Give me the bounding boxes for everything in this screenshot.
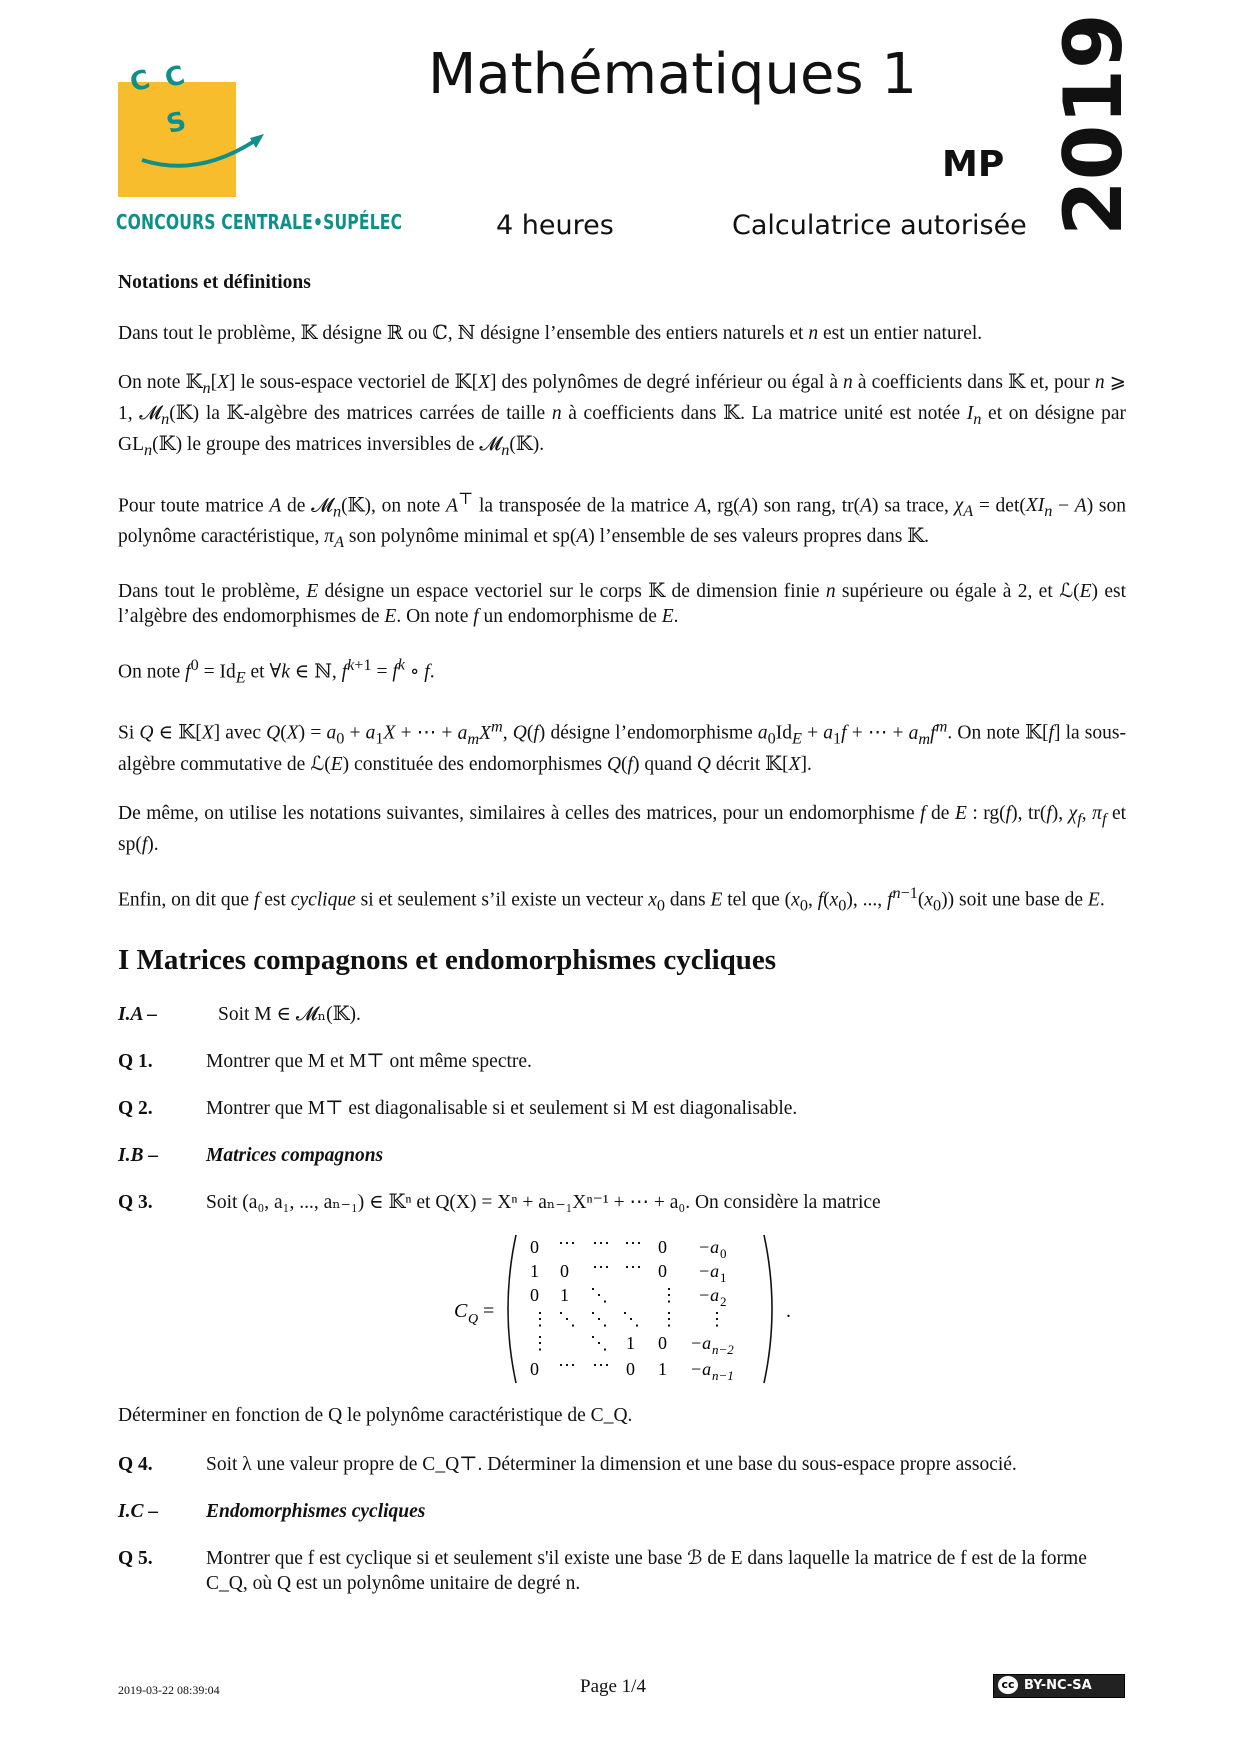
paragraph-8: Enfin, on dit que f est cyclique si et seulement s’il existe un vecteur $x_0$ dans E tel que ($x_0$, $f(x_0)$, ..., $f^{n-1}(x_0)$) soit une base de E. <box>118 883 1105 915</box>
question-text: Soit λ une valeur propre de C_Q⊤. Déterminer la dimension et une base du sous-espace propre associé. <box>206 1454 1017 1476</box>
question-3-followup: Déterminer en fonction de Q le polynôme caractéristique de C_Q. <box>118 1405 633 1427</box>
svg-text:1: 1 <box>658 1359 667 1380</box>
svg-text:0: 0 <box>658 1237 667 1258</box>
subsection-IA <box>118 1002 1126 1027</box>
companion-matrix <box>118 1229 1126 1389</box>
svg-text:n−2: n−2 <box>712 1342 734 1358</box>
svg-text:⋯: ⋯ <box>558 1355 576 1376</box>
question-label: Q 2. <box>118 1098 153 1120</box>
svg-text:−a: −a <box>698 1237 720 1258</box>
duration-label: 4 heures <box>496 210 614 241</box>
question-text: Montrer que f est cyclique si et seulement s'il existe une base ℬ de E dans laquelle la matrice de f est de la forme C_Q, où Q est un polynôme unitaire de degré n. <box>206 1548 1087 1595</box>
logo-caption: CONCOURS CENTRALE•SUPÉLEC <box>116 210 403 234</box>
footer-page: Page 1/4 <box>580 1676 646 1697</box>
svg-text:⋮: ⋮ <box>708 1309 726 1330</box>
svg-text:−a: −a <box>690 1359 712 1380</box>
license-badge[interactable] <box>993 1674 1125 1698</box>
question-label: Q 3. <box>118 1192 153 1214</box>
svg-text:−a: −a <box>698 1261 720 1282</box>
paragraph-5: On note $f^0 = Id_E$ et ∀k ∈ ℕ, $f^{k+1} = f^k$ ∘ f. <box>118 655 435 687</box>
paragraph-6: Si Q ∈ 𝕂[X] avec $Q(X) = a_0 + a_1X$ + ⋯ + $a_mX^m$, Q(f) désigne l’endomorphisme $a_0Id_E + a_1f$ + ⋯ + $a_mf^m$. On note 𝕂[f] la sous-algèbre commutative de ℒ(E) constituée des endomorphismes Q(f) quand Q décrit 𝕂[X]. <box>118 717 1126 775</box>
svg-text:=: = <box>483 1300 495 1323</box>
question-3 <box>118 1190 1126 1215</box>
paragraph-4: Dans tout le problème, E désigne un espace vectoriel sur le corps 𝕂 de dimension finie n supérieure ou égale à 2, et ℒ(E) est l’algèbre des endomorphismes de E. On note f un endomorphisme de E. <box>118 580 1127 627</box>
svg-text:0: 0 <box>530 1285 539 1306</box>
svg-text:⋮: ⋮ <box>531 1333 549 1354</box>
svg-text:1: 1 <box>530 1261 539 1282</box>
svg-text:⋱: ⋱ <box>590 1333 608 1354</box>
paragraph-1: Dans tout le problème, 𝕂 désigne ℝ ou ℂ, ℕ désigne l’ensemble des entiers naturels et n est un entier naturel. <box>118 323 983 344</box>
svg-text:⋯: ⋯ <box>624 1233 642 1254</box>
question-1 <box>118 1049 1126 1074</box>
svg-text:⋮: ⋮ <box>660 1309 678 1330</box>
svg-text:⋯: ⋯ <box>558 1233 576 1254</box>
svg-text:−a: −a <box>690 1333 712 1354</box>
paragraph-3: Pour toute matrice A de 𝓜$_n$(𝕂), on note A⊤ la transposée de la matrice A, rg(A) son rang, tr(A) sa trace, $\chi_A = \det(XI_n - A)$ son polynôme caractéristique, $\pi_A$ son polynôme minimal et sp(A) l’ensemble de ses valeurs propres dans 𝕂. <box>118 489 1126 551</box>
svg-text:C: C <box>454 1300 468 1323</box>
svg-text:C: C <box>126 64 154 99</box>
svg-text:1: 1 <box>720 1270 727 1286</box>
svg-text:C: C <box>161 60 189 95</box>
svg-text:n−1: n−1 <box>712 1368 734 1384</box>
svg-text:S: S <box>163 106 190 141</box>
svg-text:.: . <box>786 1300 791 1323</box>
track-label: MP <box>942 144 1005 185</box>
section-title: I Matrices compagnons et endomorphismes cycliques <box>118 944 777 977</box>
svg-text:Q: Q <box>468 1312 479 1328</box>
svg-text:0: 0 <box>658 1333 667 1354</box>
question-text: Soit (a₀, a₁, ..., aₙ₋₁) ∈ 𝕂ⁿ et Q(X) = Xⁿ + aₙ₋₁Xⁿ⁻¹ + ⋯ + a₀. On considère la matrice <box>206 1192 881 1214</box>
paragraph-2: On note 𝕂$_n$[X] le sous-espace vectoriel de 𝕂[X] des polynômes de degré inférieur ou égal à n à coefficients dans 𝕂 et, pour n ⩾ 1, 𝓜$_n$(𝕂) la 𝕂-algèbre des matrices carrées de taille n à coefficients dans 𝕂. La matrice unité est notée $I_n$ et on désigne par $GL_n(𝕂)$ le groupe des matrices inversibles de 𝓜$_n$(𝕂). <box>118 372 1127 459</box>
question-label: Q 4. <box>118 1454 153 1476</box>
question-5 <box>118 1546 1126 1596</box>
companion-matrix-svg <box>118 1229 1126 1389</box>
subsection-label: I.C – <box>118 1501 159 1523</box>
svg-text:⋯: ⋯ <box>592 1355 610 1376</box>
svg-text:1: 1 <box>560 1285 569 1306</box>
notations-heading: Notations et définitions <box>118 272 311 293</box>
svg-text:−a: −a <box>698 1285 720 1306</box>
svg-text:0: 0 <box>530 1359 539 1380</box>
svg-text:⋯: ⋯ <box>592 1233 610 1254</box>
question-text: Montrer que M⊤ est diagonalisable si et seulement si M est diagonalisable. <box>206 1098 798 1120</box>
svg-text:1: 1 <box>626 1333 635 1354</box>
subsection-IC <box>118 1499 1126 1524</box>
year-label: 2019 <box>1047 13 1140 236</box>
page-title: Mathématiques 1 <box>428 42 918 107</box>
cc-icon: cc <box>998 1676 1018 1694</box>
question-label: Q 1. <box>118 1051 153 1073</box>
logo-mark <box>118 60 278 200</box>
svg-text:0: 0 <box>530 1237 539 1258</box>
svg-text:0: 0 <box>560 1261 569 1282</box>
subsection-IB <box>118 1143 1126 1168</box>
subsection-text: Soit M ∈ 𝓜ₙ(𝕂). <box>218 1004 361 1026</box>
svg-text:⋯: ⋯ <box>592 1257 610 1278</box>
subsection-label: I.A – <box>118 1004 158 1026</box>
subsection-title: Endomorphismes cycliques <box>206 1501 426 1523</box>
svg-text:⋮: ⋮ <box>531 1309 549 1330</box>
question-text: Montrer que M et M⊤ ont même spectre. <box>206 1051 532 1073</box>
svg-text:⋱: ⋱ <box>590 1285 608 1306</box>
license-text: BY-NC-SA <box>1024 1678 1092 1693</box>
paragraph-7: De même, on utilise les notations suivantes, similaires à celles des matrices, pour un endomorphisme f de E : rg(f), tr(f), $\chi_f$, $\pi_f$ et sp(f). <box>118 802 1127 855</box>
svg-text:2: 2 <box>720 1294 727 1310</box>
question-4 <box>118 1452 1126 1477</box>
question-2 <box>118 1096 1126 1121</box>
svg-text:0: 0 <box>658 1261 667 1282</box>
question-label: Q 5. <box>118 1548 153 1570</box>
svg-text:⋱: ⋱ <box>558 1309 576 1330</box>
svg-text:⋯: ⋯ <box>624 1257 642 1278</box>
svg-text:⋱: ⋱ <box>590 1309 608 1330</box>
subsection-label: I.B – <box>118 1145 159 1167</box>
document-body <box>118 270 1126 1618</box>
svg-text:0: 0 <box>720 1246 727 1262</box>
svg-text:⋮: ⋮ <box>660 1285 678 1306</box>
svg-text:⋱: ⋱ <box>622 1309 640 1330</box>
calculator-label: Calculatrice autorisée <box>732 210 1027 241</box>
svg-text:0: 0 <box>626 1359 635 1380</box>
subsection-title: Matrices compagnons <box>206 1145 384 1167</box>
footer-date: 2019-03-22 08:39:04 <box>118 1683 220 1697</box>
